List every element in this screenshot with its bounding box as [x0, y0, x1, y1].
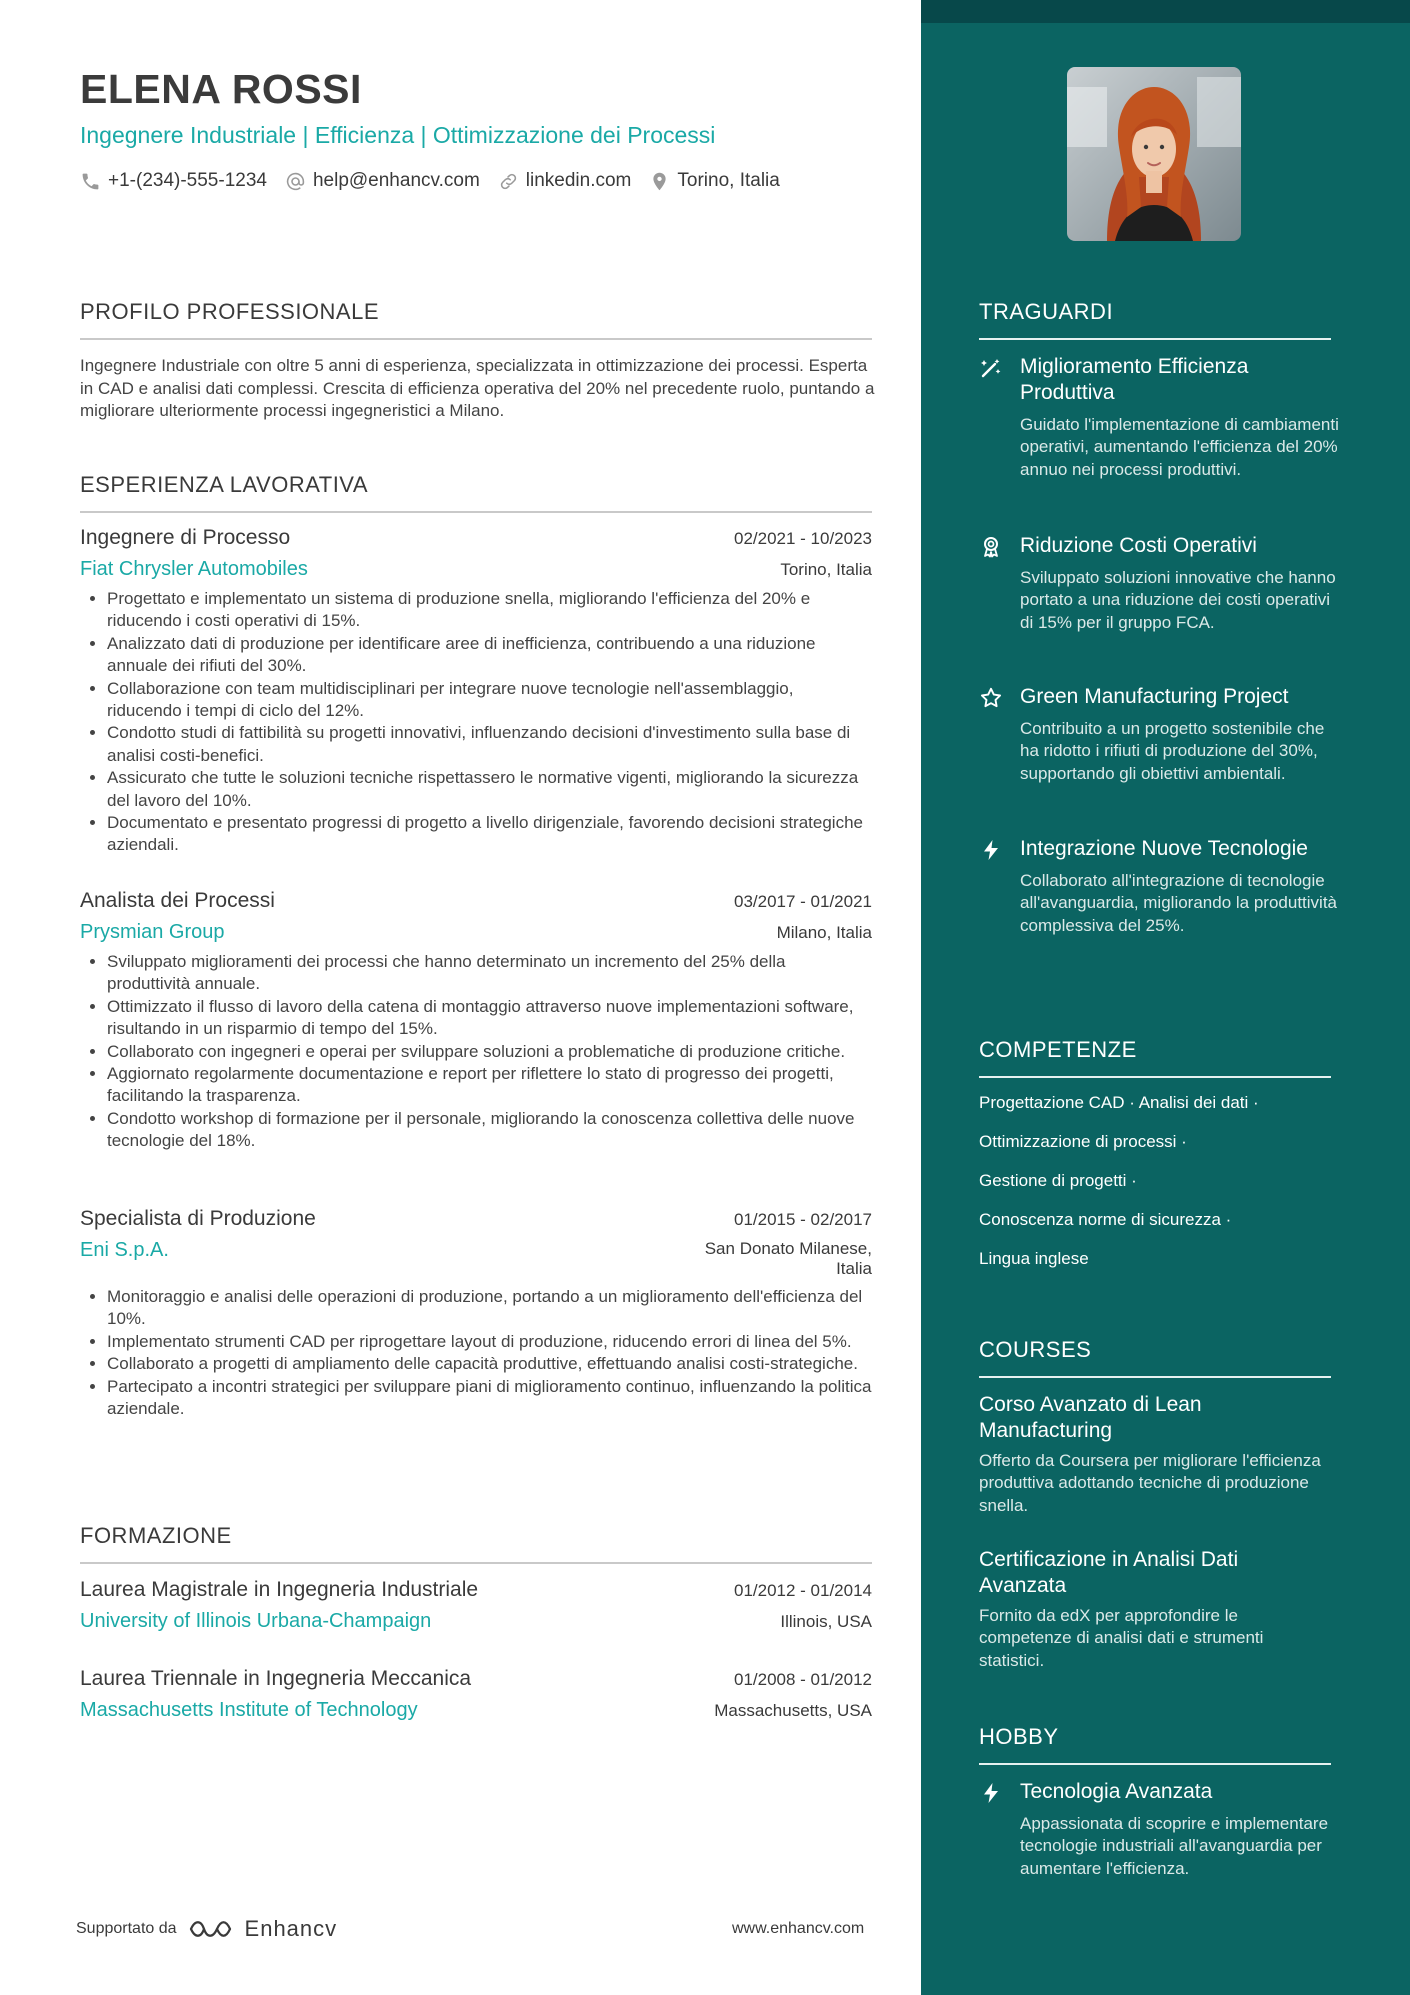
contact-bar [80, 170, 780, 192]
skill-line: Progettazione CAD · Analisi dei dati · [979, 1093, 1259, 1112]
contact-linkedin[interactable] [498, 170, 632, 192]
job-bullet: • Monitoraggio e analisi delle operazioni di produzione, portando a un miglioramento dell'efficienza del 10%. [107, 1286, 872, 1331]
location-text: Torino, Italia [677, 170, 780, 191]
profile-summary: Ingegnere Industriale con oltre 5 anni di esperienza, specializzata in ottimizzazione dei processi. Esperta in CAD e analisi dati complessi. Crescita di efficienza operativa del 20% nel precedente ruolo, puntando a migliorare ulteriormente processi ingegneristici a Milano. [80, 356, 875, 420]
education-location: Massachusetts, USA [714, 1701, 872, 1720]
job-bullets [80, 588, 872, 857]
achievement-title: Riduzione Costi Operativi [1020, 534, 1257, 557]
section-title-profile: PROFILO PROFESSIONALE [80, 299, 380, 324]
medal-icon [979, 535, 1003, 559]
brand-name: Enhancv [244, 1916, 338, 1941]
job-bullet: • Partecipato a incontri strategici per sviluppare piani di miglioramento continuo, influenzando la politica aziendale. [107, 1376, 872, 1421]
job-bullet: • Collaborato con ingegneri e operai per sviluppare soluzioni a problematiche di produzione critiche. [107, 1041, 872, 1063]
at-icon [285, 171, 306, 192]
job-bullet: • Collaborazione con team multidisciplinari per integrare nuove tecnologie nell'assemblaggio, riducendo i tempi di ciclo del 12%. [107, 678, 872, 723]
phone-icon [80, 171, 101, 192]
job-bullets [80, 951, 872, 1153]
achievement-item [979, 836, 1339, 937]
job-bullet: • Documentato e presentato progressi di progetto a livello dirigenziale, favorendo decisioni strategiche aziendali. [107, 812, 872, 857]
job-entry [80, 889, 872, 1153]
enhancv-logo-icon [187, 1916, 235, 1942]
hobby-description: Appassionata di scoprire e implementare tecnologie industriali all'avanguardia per aumentare l'efficienza. [1020, 1814, 1329, 1878]
course-item [979, 1547, 1329, 1672]
section-divider [979, 338, 1331, 340]
section-title-achievements: TRAGUARDI [979, 299, 1114, 324]
hobby-item [979, 1779, 1339, 1880]
job-entry [80, 526, 872, 857]
job-company: Fiat Chrysler Automobiles [80, 558, 308, 580]
section-divider [979, 1763, 1331, 1765]
job-entry [80, 1207, 872, 1420]
achievement-description: Sviluppato soluzioni innovative che hanno portato a una riduzione dei costi operativi di 15% per il gruppo FCA. [1020, 568, 1336, 632]
job-bullet: • Implementato strumenti CAD per riprogettare layout di produzione, riducendo errori di linea del 5%. [107, 1331, 872, 1353]
email-text: help@enhancv.com [312, 170, 480, 191]
education-dates: 01/2012 - 01/2014 [733, 1581, 872, 1600]
section-title-courses: COURSES [979, 1337, 1092, 1362]
achievement-description: Guidato l'implementazione di cambiamenti operativi, aumentando l'efficienza del 20% annuo nei processi produttivi. [1020, 415, 1339, 479]
bolt-icon [979, 1781, 1003, 1805]
education-dates: 01/2008 - 01/2012 [733, 1670, 872, 1689]
course-title: Corso Avanzato di Lean Manufacturing [979, 1393, 1202, 1442]
job-dates: 02/2021 - 10/2023 [733, 529, 872, 548]
section-divider [979, 1376, 1331, 1378]
linkedin-text: linkedin.com [525, 170, 632, 191]
achievement-item [979, 533, 1339, 634]
job-dates: 01/2015 - 02/2017 [733, 1210, 872, 1229]
job-bullets [80, 1286, 872, 1420]
job-bullet: • Condotto workshop di formazione per il personale, migliorando la conoscenza collettiva delle nuove tecnologie del 18%. [107, 1108, 872, 1153]
candidate-tagline: Ingegnere Industriale | Efficienza | Ottimizzazione dei Processi [80, 122, 716, 148]
job-bullet: • Collaborato a progetti di ampliamento delle capacità produttive, effettuando analisi costi-strategiche. [107, 1353, 872, 1375]
phone-text: +1-(234)-555-1234 [108, 170, 267, 191]
hobby-title: Tecnologia Avanzata [1020, 1780, 1213, 1803]
profile-photo [1067, 67, 1241, 241]
supported-by-label: Supportato da [76, 1920, 177, 1937]
achievement-title: Miglioramento Efficienza Produttiva [1020, 355, 1249, 404]
job-role: Specialista di Produzione [80, 1207, 316, 1230]
job-role: Ingegnere di Processo [80, 526, 291, 549]
course-item [979, 1392, 1329, 1517]
job-location: Torino, Italia [780, 560, 872, 579]
section-divider [80, 338, 872, 340]
achievement-title: Green Manufacturing Project [1020, 685, 1289, 708]
section-title-education: FORMAZIONE [80, 1523, 232, 1548]
section-title-skills: COMPETENZE [979, 1037, 1137, 1062]
skill-line: Ottimizzazione di processi · [979, 1132, 1187, 1151]
achievement-description: Collaborato all'integrazione di tecnologie all'avanguardia, migliorando la produttività complessiva del 25%. [1020, 871, 1337, 935]
star-icon [979, 686, 1003, 710]
footer-branding [76, 1916, 337, 1942]
section-divider [979, 1076, 1331, 1078]
education-entry [80, 1667, 872, 1722]
job-role: Analista dei Processi [80, 889, 275, 912]
job-bullet: • Analizzato dati di produzione per identificare aree di inefficienza, contribuendo a una riduzione annuale dei rifiuti del 30%. [107, 633, 872, 678]
achievement-item [979, 354, 1339, 481]
section-divider [80, 511, 872, 513]
skill-line: Conoscenza norme di sicurezza · [979, 1210, 1232, 1229]
wand-icon [979, 356, 1003, 380]
skill-line: Lingua inglese [979, 1249, 1089, 1268]
job-location-line: San Donato Milanese, [704, 1239, 872, 1258]
job-location: Milano, Italia [776, 923, 872, 942]
job-location [705, 1239, 872, 1279]
job-bullet: • Condotto studi di fattibilità su progetti innovativi, influenzando decisioni d'investimento sulla base di analisi costi-benefici. [107, 722, 872, 767]
job-company: Eni S.p.A. [80, 1239, 169, 1261]
achievement-item [979, 684, 1339, 785]
link-icon [498, 171, 519, 192]
job-company: Prysmian Group [80, 921, 225, 943]
section-title-hobby: HOBBY [979, 1724, 1059, 1749]
education-location: Illinois, USA [780, 1612, 872, 1631]
achievement-title: Integrazione Nuove Tecnologie [1020, 837, 1308, 860]
job-dates: 03/2017 - 01/2021 [733, 892, 872, 911]
education-degree: Laurea Triennale in Ingegneria Meccanica [80, 1667, 472, 1690]
avatar-portrait-icon [1067, 67, 1241, 241]
skill-line: Gestione di progetti · [979, 1171, 1137, 1190]
footer-website[interactable]: www.enhancv.com [732, 1920, 865, 1937]
section-divider [80, 1562, 872, 1564]
education-school: Massachusetts Institute of Technology [80, 1699, 418, 1721]
job-location-line: Italia [836, 1259, 872, 1278]
job-bullet: • Aggiornato regolarmente documentazione e report per riflettere lo stato di progresso dei progetti, facilitando la trasparenza. [107, 1063, 872, 1108]
job-bullet: • Progettato e implementato un sistema di produzione snella, migliorando l'efficienza del 20% e riducendo i costi operativi di 15%. [107, 588, 872, 633]
section-title-experience: ESPERIENZA LAVORATIVA [80, 472, 369, 497]
course-title: Certificazione in Analisi Dati Avanzata [979, 1548, 1239, 1597]
job-bullet: • Assicurato che tutte le soluzioni tecniche rispettassero le normative vigenti, migliorando la sicurezza del lavoro del 10%. [107, 767, 872, 812]
contact-email[interactable] [285, 170, 480, 192]
location-pin-icon [649, 171, 670, 192]
bolt-icon [979, 838, 1003, 862]
contact-location [649, 170, 779, 192]
education-entry [80, 1578, 872, 1633]
course-description: Offerto da Coursera per migliorare l'efficienza produttiva adottando tecniche di produzione snella. [979, 1451, 1321, 1515]
sidebar-top-band [921, 0, 1410, 23]
achievement-description: Contribuito a un progetto sostenibile che ha ridotto i rifiuti di produzione del 30%, supportando gli obiettivi ambientali. [1020, 719, 1325, 783]
job-bullet: • Sviluppato miglioramenti dei processi che hanno determinato un incremento del 25% della produttività annuale. [107, 951, 872, 996]
contact-phone[interactable] [80, 170, 267, 192]
sidebar [921, 0, 1410, 1995]
job-bullet: • Ottimizzato il flusso di lavoro della catena di montaggio attraverso nuove implementazioni software, risultando in un risparmio di tempo del 15%. [107, 996, 872, 1041]
education-degree: Laurea Magistrale in Ingegneria Industriale [80, 1578, 479, 1601]
course-description: Fornito da edX per approfondire le competenze di analisi dati e strumenti statistici. [979, 1606, 1264, 1670]
candidate-name: ELENA ROSSI [80, 66, 362, 112]
education-school: University of Illinois Urbana-Champaign [80, 1610, 432, 1632]
